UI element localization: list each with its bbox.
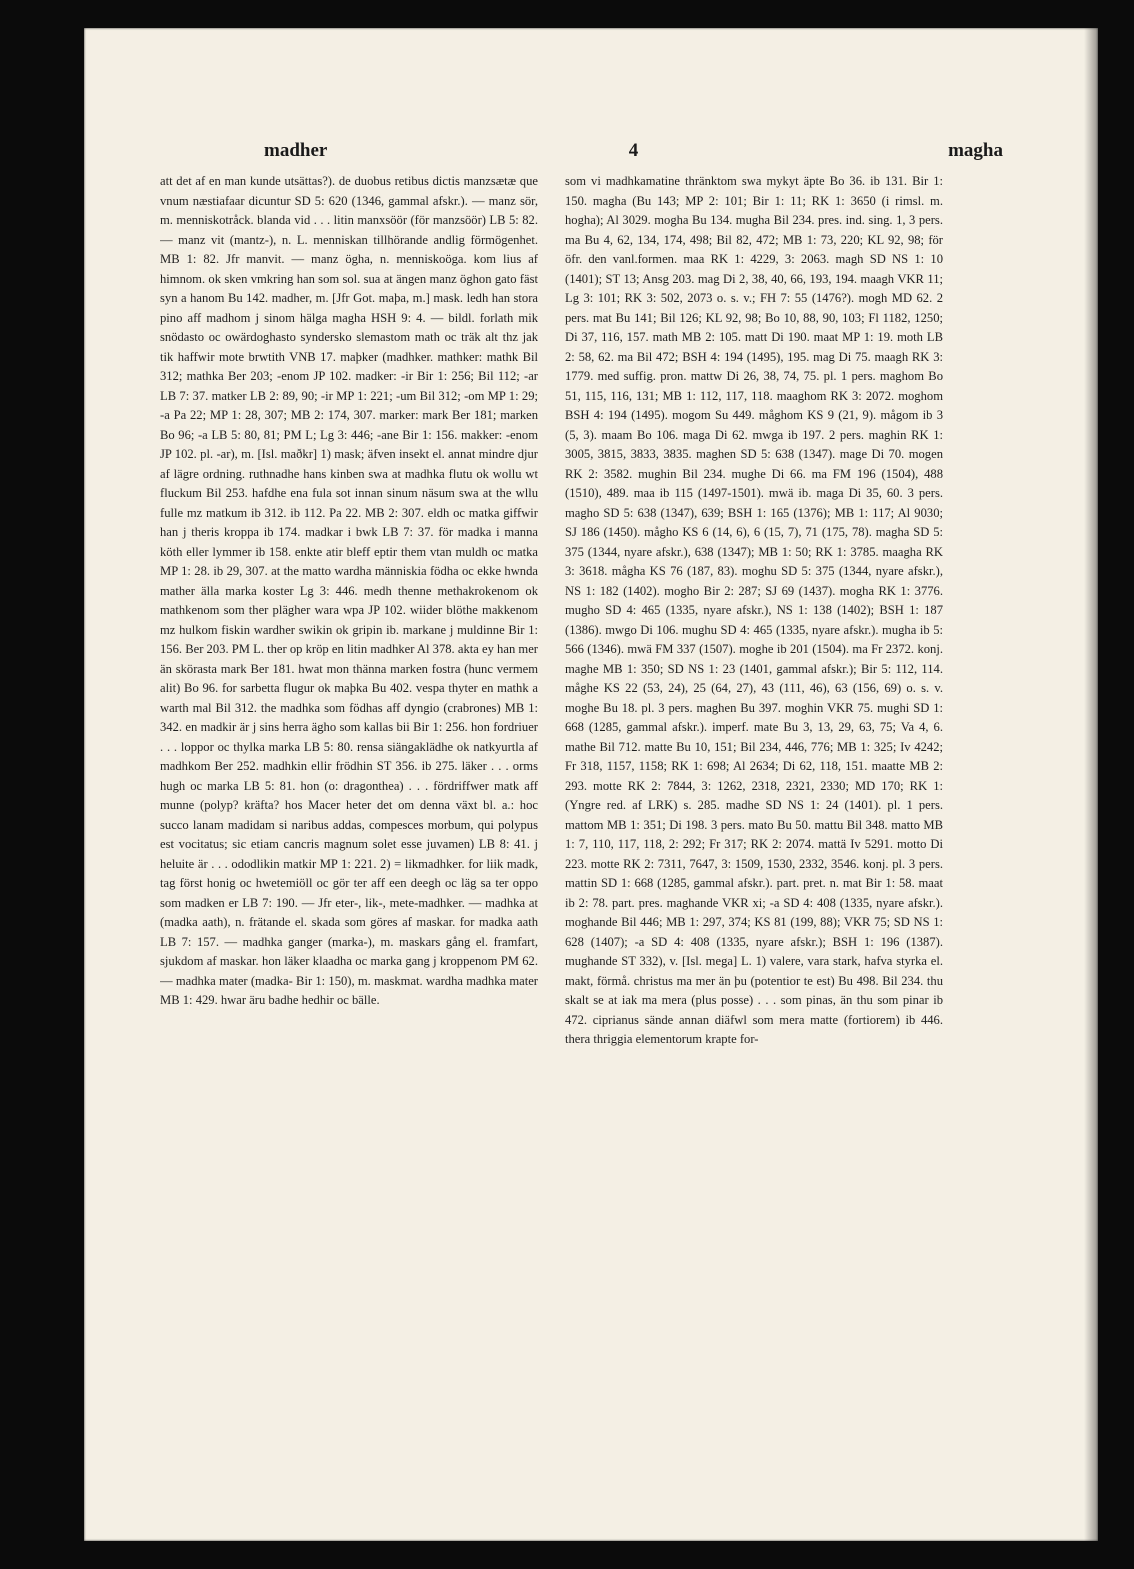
right-column [565, 172, 943, 1467]
header-left-guide-word: madher [264, 140, 328, 161]
right-column-text: som vi madhkamatine thränktom swa mykyt äpte Bo 36. ib 131. Bir 1: 150. magha (Bu 143; MP 2: 101; Bir 1: 11; RK 1: 3650 (i rimsl. m. hogha); Al 3029. mogha Bu 134. mugha Bil 234. pres. ind. sing. 1, 3 pers. ma Bu 4, 62, 134, 174, 498; Bil 82, 472; MB 1: 73, 220; KL 92, 98; för öfr. den vanl.formen. maa RK 1: 4229, 3: 2063. magh SD NS 1: 10 (1401); ST 13; Ansg 203. mag Di 2, 38, 40, 66, 193, 194. maagh VKR 11; Lg 3: 101; RK 3: 502, 2073 o. s. v.; FH 7: 55 (1476?). mogh MD 62. 2 pers. mat Bu 141; Bil 126; KL 92, 98; Bo 10, 88, 90, 103; Fl 1182, 1250; Di 37, 116, 157. math MB 2: 105. matt Di 190. maat MP 1: 19. moth LB 2: 58, 62. ma Bil 472; BSH 4: 194 (1495), 195. mag Di 75. maagh RK 3: 1779. med suffig. pron. mattw Di 26, 38, 74, 75. pl. 1 pers. maghom Bo 51, 115, 116, 131; MB 1: 112, 117, 118. maaghom RK 3: 2072. moghom BSH 4: 194 (1495). mogom Su 449. måghom KS 9 (21, 9). mågom ib 3 (5, 3). maam Bo 106. maga Di 62. mwga ib 197. 2 pers. maghin RK 1: 3005, 3815, 3833, 3835. maghen SD 5: 638 (1347). mage Di 70. mogen RK 2: 3582. mughin Bil 234. mughe Di 66. ma FM 196 (1504), 488 (1510), 489. maa ib 115 (1497-1501). mwä ib. maga Di 35, 60. 3 pers. magho SD 5: 638 (1347), 639; BSH 1: 165 (1376); MB 1: 117; Al 9030; SJ 186 (1450). mågho KS 6 (14, 6), 6 (15, 7), 71 (175, 78). magha SD 5: 375 (1344, nyare afskr.), 638 (1347); MB 1: 50; RK 1: 3785. maagha RK 3: 3618. mågha KS 76 (187, 83). moghu SD 5: 375 (1344, nyare afskr.), NS 1: 182 (1402). mogho Bir 2: 287; SJ 69 (1437). mogha RK 1: 3776. mugho SD 4: 465 (1335, nyare afskr.), NS 1: 138 (1402); BSH 1: 187 (1386). mwgo Di 106. mughu SD 4: 465 (1335, nyare afskr.). mugha ib 5: 566 (1346). mwä FM 337 (1507). moghe ib 201 (1504). ma Fr 2372. konj. maghe MB 1: 350; SD NS 1: 23 (1401, gammal afskr.); Bir 5: 112, 114. måghe KS 22 (53, 24), 25 (64, 27), 43 (111, 46), 63 (156, 69) o. s. v. moghe Bu 18. pl. 3 pers. maghen Bu 397. moghin VKR 75. mughi SD 1: 668 (1285, gammal afskr.). imperf. mate Bu 3, 13, 29, 63, 75; Va 4, 6. mathe Bil 712. matte Bu 10, 151; Bil 234, 446, 776; MB 1: 325; Iv 4242; Fr 318, 1157, 1158; RK 1: 698; Al 2634; Di 62, 118, 151. maatte MB 2: 293. motte RK 2: 7844, 3: 1262, 2318, 2321, 2330; MD 170; RK 1: (Yngre red. af LRK) s. 285. madhe SD NS 1: 24 (1401). pl. 1 pers. mattom MB 1: 351; Di 198. 3 pers. mato Bu 50. mattu Bil 348. matto MB 1: 7, 110, 117, 118, 2: 292; Fr 317; RK 2: 2074. mattä Iv 5291. motto Di 223. motte RK 2: 7311, 7647, 3: 1509, 1530, 2332, 3546. konj. pl. 3 pers. mattin SD 1: 668 (1285, gammal afskr.). part. pret. n. mat Bir 1: 58. maat ib 2: 78. part. pres. maghande VKR xi; -a SD 4: 408 (1335, nyare afskr.). moghande Bil 446; MB 1: 297, 374; KS 81 (199, 88); VKR 75; SD NS 1: 628 (1407); -a SD 4: 408 (1335, nyare afskr.); BSH 1: 196 (1387). mughande ST 332), v. [Isl. mega] L. 1) valere, vara stark, hafva styrka el. makt, förmå. christus ma mer än þu (potentior te est) Bu 498. Bil 234. thu skalt se at iak ma mera (plus posse) . . . som pinas, än thu som pinar ib 472. ciprianus sände annan diäfwl som mera matte (fortiorem) ib 446. thera thriggia elementorum krapte for- [565, 174, 943, 1046]
running-header [264, 140, 1003, 174]
page-number: 4 [628, 140, 639, 161]
left-column [160, 172, 538, 1467]
left-column-text: att det af en man kunde utsättas?). de duobus retibus dictis manzsætæ que vnum næstiafaar dicuntur SD 5: 620 (1346, gammal afskr.). — manz sör, m. menniskotråck. blanda vid . . . litin manxsöör (för manzsöör) LB 5: 82. — manz vit (mantz-), n. L. menniskan tillhörande andlig förmögenhet. MB 1: 82. Jfr manvit. — manz ögha, n. menniskoöga. kom lius af himnom. ok sken vmkring han som sol. sua at ängen manz öghon gato fäst syn a hanom Bu 142. madher, m. [Jfr Got. maþa, m.] mask. ledh han stora pino aff madhom j sinom hälga magha HSH 9: 4. — bildl. forlath mik snödasto oc owärdoghasto syndersko slemastom math oc träk alt thz jak tik haffwir mote brwtith VNB 17. maþker (madhker. mathker: mathk Bil 312; mathka Ber 203; -enom JP 102. madker: -ir Bir 1: 256; Bil 112; -ar LB 7: 37. matker LB 2: 89, 90; -ir MP 1: 221; -um Bil 312; -om MP 1: 29; -a Pa 22; MP 1: 28, 307; MB 2: 174, 307. marker: mark Ber 181; marken Bo 96; -a LB 5: 80, 81; PM L; Lg 3: 446; -ane Bir 1: 156. makker: -enom JP 102. pl. -ar), m. [Isl. maðkr] 1) mask; äfven insekt el. annat mindre djur af lägre ordning. ruthnadhe hans kinben swa at madhka flutu ok wollu wt fluckum Bil 253. hafdhe ena fula sot innan sinum näsum swa at the wllu fulle mz matkum ib 312. ib 112. Pa 22. MB 2: 307. eldh oc matka giffwir han j theris kroppa ib 174. madkar i bwk LB 7: 37. för madka i manna köth eller lymmer ib 158. enkte atir bleff eptir them vtan muldh oc matka MP 1: 28. ib 29, 307. at the matto wardha människia födha oc ekke hwnda mather älla marka koster Lg 3: 446. medh thenne methakrokenom ok mathkenom som ther plägher wara wpa JP 102. wiider blöthe makkenom mz hulkom fiskin wardher swikin ok gripin ib. markane j muldinne Bir 1: 156. Ber 203. PM L. ther op kröp en litin madhker Al 378. akta ey han mer än skörasta mark Ber 181. hwat mon thänna marken fostra (hunc vermem alit) Bo 96. for sarbetta flugur ok maþka Bu 402. vespa thyter en mathk a warth mal Bil 312. the madhka som födhas aff dyngio (crabrones) MB 1: 342. en madkir är j sins herra ägho som kallas bii Bir 1: 256. hon fordriuer . . . loppor oc thylka marka LB 5: 80. rensa siängaklädhe ok natkyurtla af madhkom Ber 252. madhkin ellir frödhin ST 356. ib 275. läker . . . orms hugh oc marka LB 5: 81. hon (o: dragonthea) . . . fördriffwer matk aff munne (polyp? kräfta? hos Macer heter det om denna växt bl. a.: hoc succo lanam madidam si naribus addas, compesces morbum, qui polypus est vocitatus; sic etiam cancris magnum solet esse juvamen) LB 8: 41. j heluite är . . . ododlikin matkir MP 1: 221. 2) = likmadhker. for liik madk, tag först honig oc hwetemiöll oc gör ter aff een deegh oc läg sa ter oppo som madken er LB 7: 190. — Jfr eter-, lik-, mete-madhker. — madhka at (madka aath), n. frätande el. skada som göres af maskar. for madka aath LB 7: 157. — madhka ganger (marka-), m. maskars gång el. framfart, sjukdom af maskar. hon läker klaadha oc marka gang j kroppenom PM 62. — madhka mater (madka- Bir 1: 150), m. maskmat. wardha madhka mater MB 1: 429. hwar äru badhe hedhir oc bälle. [160, 174, 538, 1007]
header-right-guide-word: magha [948, 140, 1003, 161]
page-edge-shadow [1084, 28, 1098, 1541]
